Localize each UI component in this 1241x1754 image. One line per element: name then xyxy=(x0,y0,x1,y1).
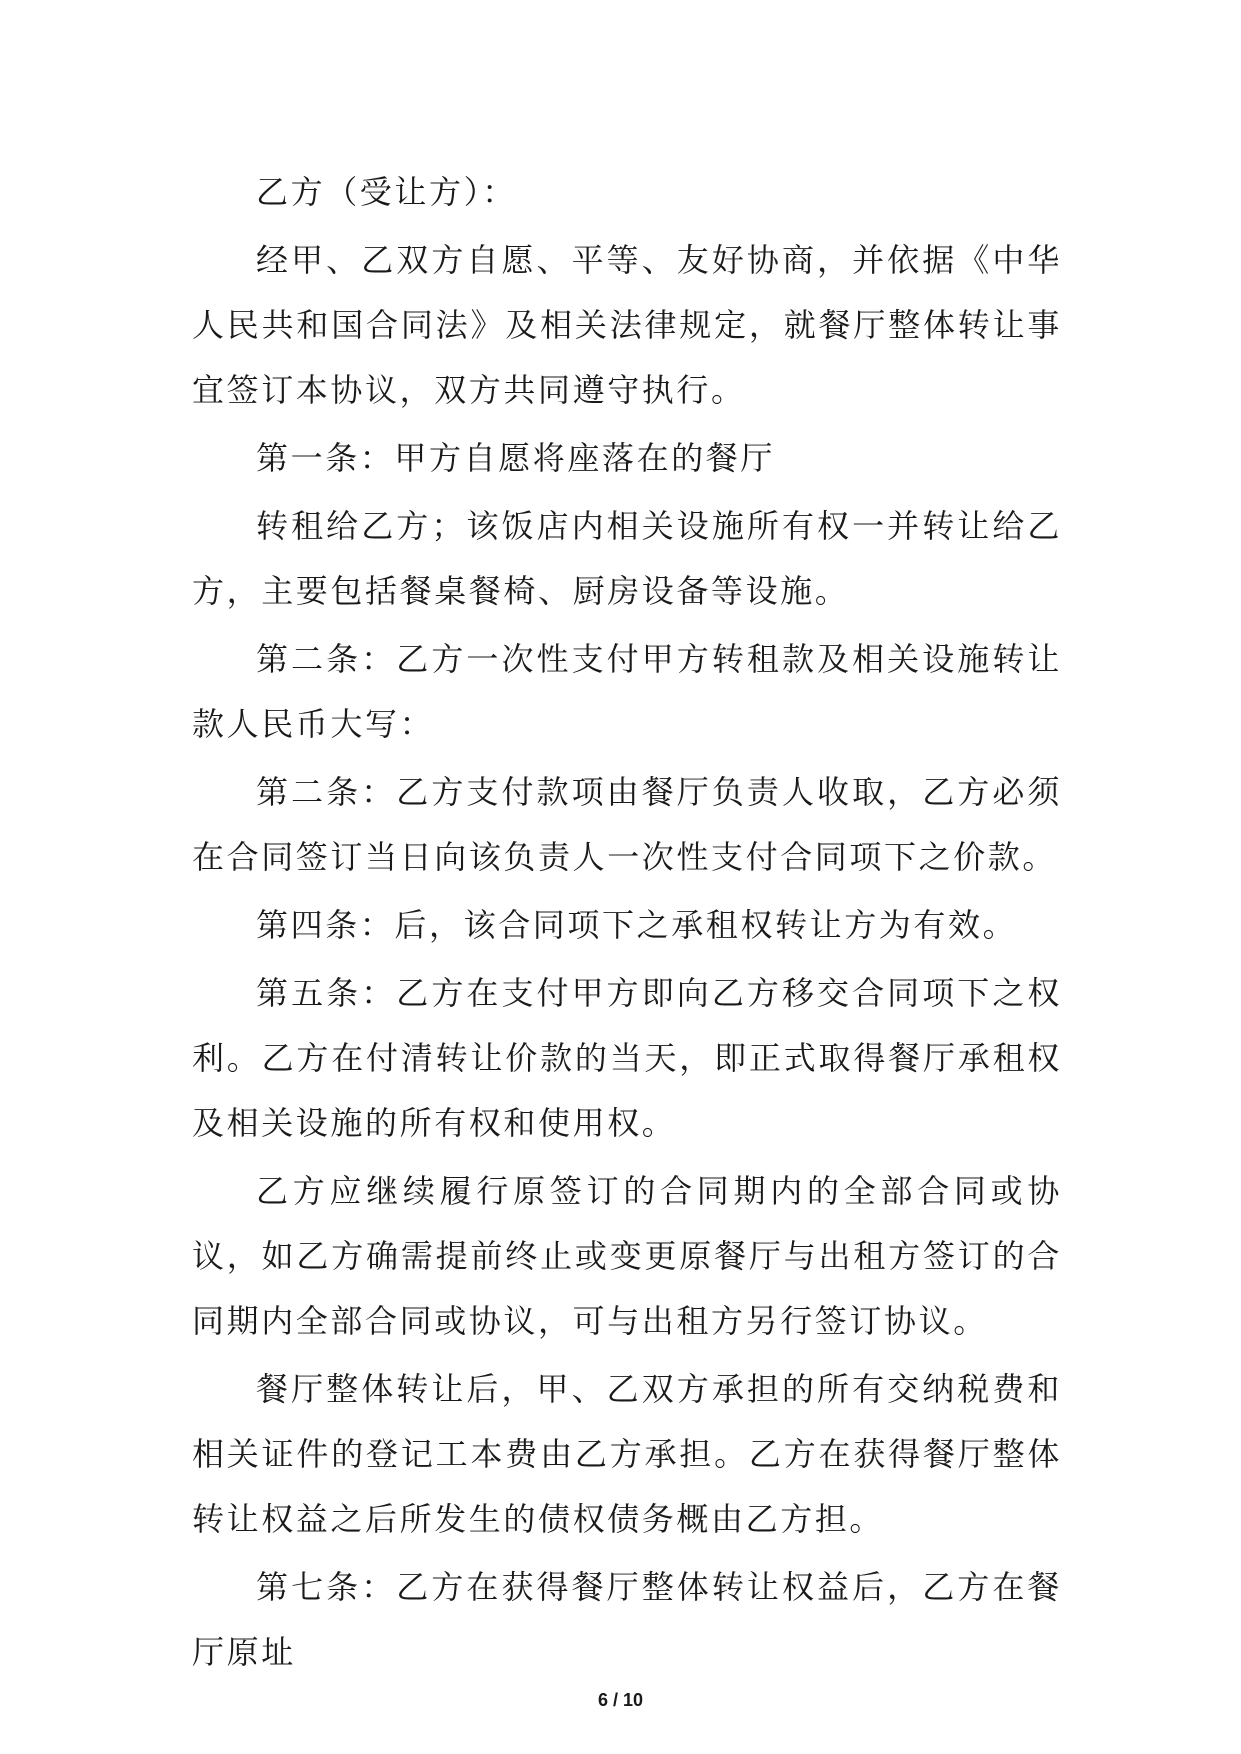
paragraph-contract-continuation: 乙方应继续履行原签订的合同期内的全部合同或协议，如乙方确需提前终止或变更原餐厅与出租方签订的合同期内全部合同或协议，可与出租方另行签订协议。 xyxy=(192,1172,1062,1340)
paragraph-article-2b: 第二条：乙方支付款项由餐厅负责人收取，乙方必须在合同签订当日向该负责人一次性支付合同项下之价款。 xyxy=(192,773,1062,876)
page-number: 6 / 10 xyxy=(597,1690,644,1710)
paragraph-article-2: 第二条：乙方一次性支付甲方转租款及相关设施转让款人民币大写： xyxy=(192,640,1062,743)
paragraph-article-4: 第四条：后，该合同项下之承租权转让方为有效。 xyxy=(256,906,1018,944)
paragraph-article-5: 第五条：乙方在支付甲方即向乙方移交合同项下之权利。乙方在付清转让价款的当天，即正式取得餐厅承租权及相关设施的所有权和使用权。 xyxy=(192,974,1062,1142)
paragraph-article-7: 第七条：乙方在获得餐厅整体转让权益后，乙方在餐厅原址 xyxy=(192,1568,1062,1671)
paragraph-article-1-cont: 转租给乙方；该饭店内相关设施所有权一并转让给乙方，主要包括餐桌餐椅、厨房设备等设施。 xyxy=(192,507,1062,610)
paragraph-taxes-debts: 餐厅整体转让后，甲、乙双方承担的所有交纳税费和相关证件的登记工本费由乙方承担。乙方在获得餐厅整体转让权益之后所发生的债权债务概由乙方担。 xyxy=(192,1370,1062,1538)
paragraph-party-b: 乙方（受让方）： xyxy=(256,173,517,211)
paragraph-article-1: 第一条：甲方自愿将座落在的餐厅 xyxy=(256,439,776,477)
document-body xyxy=(192,160,1062,1688)
paragraph-preamble: 经甲、乙双方自愿、平等、友好协商，并依据《中华人民共和国合同法》及相关法律规定，就餐厅整体转让事宜签订本协议，双方共同遵守执行。 xyxy=(192,241,1062,409)
